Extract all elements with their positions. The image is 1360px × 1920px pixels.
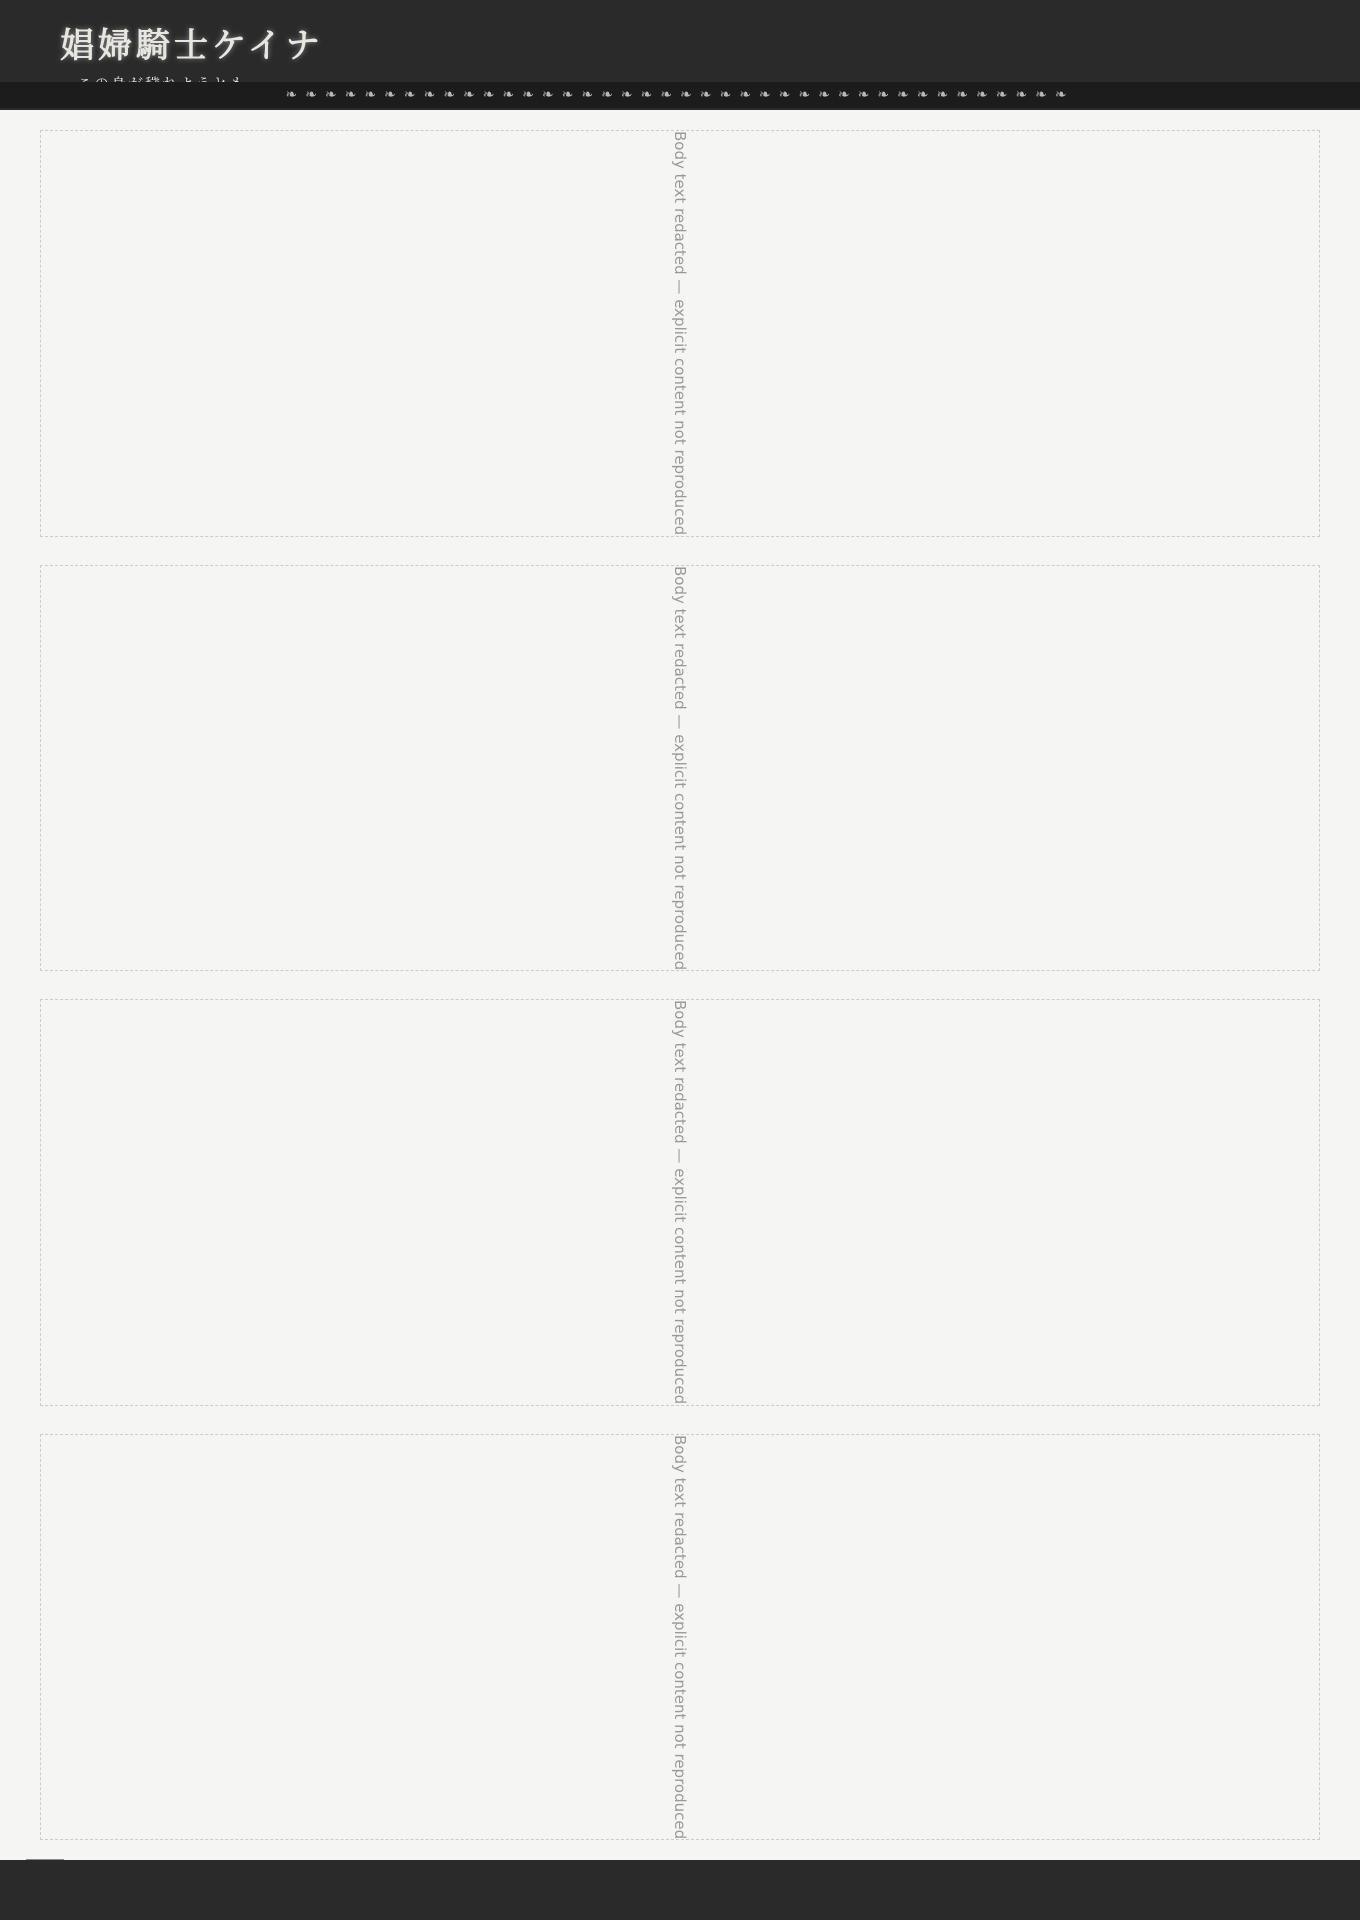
text-area — [40, 130, 1320, 1840]
text-block: Body text redacted — explicit content not reproduced — [40, 1434, 1320, 1841]
text-block: Body text redacted — explicit content not reproduced — [40, 565, 1320, 972]
ornament-border-top: ❧❧❧❧❧❧❧❧❧❧❧❧❧❧❧❧❧❧❧❧❧❧❧❧❧❧❧❧❧❧❧❧❧❧❧❧❧❧❧❧ — [0, 82, 1360, 108]
text-block: Body text redacted — explicit content not reproduced — [40, 999, 1320, 1406]
page-title: 娼婦騎士ケイナ — [60, 26, 324, 66]
text-block: Body text redacted — explicit content not reproduced — [40, 130, 1320, 537]
bottom-border — [0, 1860, 1360, 1920]
